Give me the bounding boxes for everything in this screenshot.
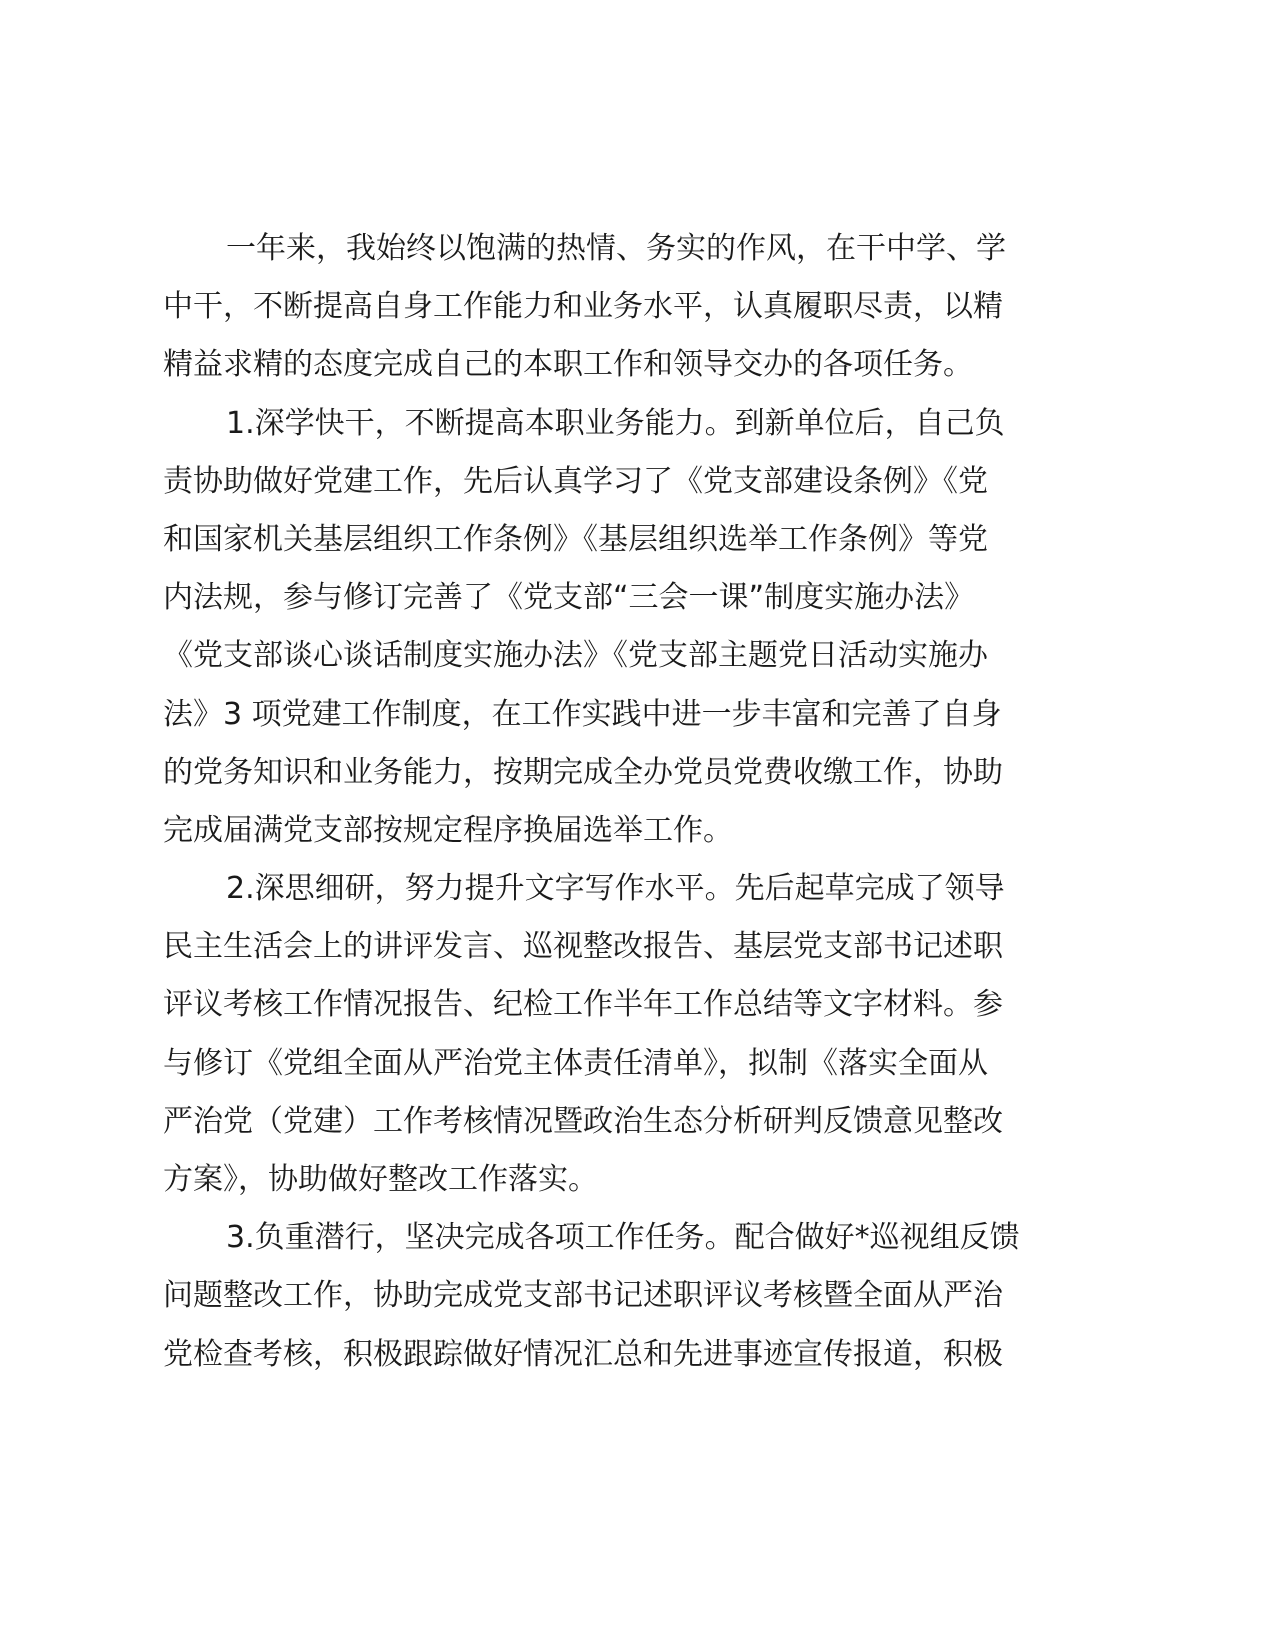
text-line: 党检查考核，积极跟踪做好情况汇总和先进事迹宣传报道，积极 <box>163 1336 1003 1372</box>
text-line: 严治党（党建）工作考核情况暨政治生态分析研判反馈意见整改 <box>163 1103 1003 1139</box>
text-line: 2.深思细研，努力提升文字写作水平。先后起草完成了领导 <box>226 871 1005 907</box>
text-line: 一年来，我始终以饱满的热情、务实的作风，在干中学、学 <box>226 231 1006 266</box>
text-line: 方案》，协助做好整改工作落实。 <box>163 1162 598 1197</box>
section-3-paragraph <box>163 1209 1081 1384</box>
text-line: 完成届满党支部按规定程序换届选举工作。 <box>163 812 733 848</box>
text-line: 责协助做好党建工作，先后认真学习了《党支部建设条例》《党 <box>163 463 988 499</box>
text-line: 3.负重潜行，坚决完成各项工作任务。配合做好*巡视组反馈 <box>226 1220 1020 1256</box>
text-line: 与修订《党组全面从严治党主体责任清单》，拟制《落实全面从 <box>163 1045 988 1081</box>
section-2-paragraph <box>163 860 1081 1209</box>
text-line: 中干，不断提高自身工作能力和业务水平，认真履职尽责，以精 <box>163 289 1003 325</box>
text-line: 法》3 项党建工作制度，在工作实践中进一步丰富和完善了自身 <box>163 696 1002 732</box>
text-line: 和国家机关基层组织工作条例》《基层组织选举工作条例》等党 <box>163 521 988 557</box>
text-line: 1.深学快干，不断提高本职业务能力。到新单位后，自己负 <box>226 405 1005 441</box>
section-1-paragraph <box>163 395 1081 861</box>
text-line: 问题整改工作，协助完成党支部书记述职评议考核暨全面从严治 <box>163 1278 1003 1314</box>
document-body <box>163 220 1081 1384</box>
text-line: 的党务知识和业务能力，按期完成全办党员党费收缴工作，协助 <box>163 754 1003 790</box>
intro-paragraph <box>163 220 1081 395</box>
text-line: 民主生活会上的讲评发言、巡视整改报告、基层党支部书记述职 <box>163 929 1003 965</box>
text-line: 内法规，参与修订完善了《党支部“三会一课”制度实施办法》 <box>163 580 975 616</box>
text-line: 评议考核工作情况报告、纪检工作半年工作总结等文字材料。参 <box>163 987 1003 1023</box>
text-line: 《党支部谈心谈话制度实施办法》《党支部主题党日活动实施办 <box>163 638 988 674</box>
text-line: 精益求精的态度完成自己的本职工作和领导交办的各项任务。 <box>163 347 973 383</box>
